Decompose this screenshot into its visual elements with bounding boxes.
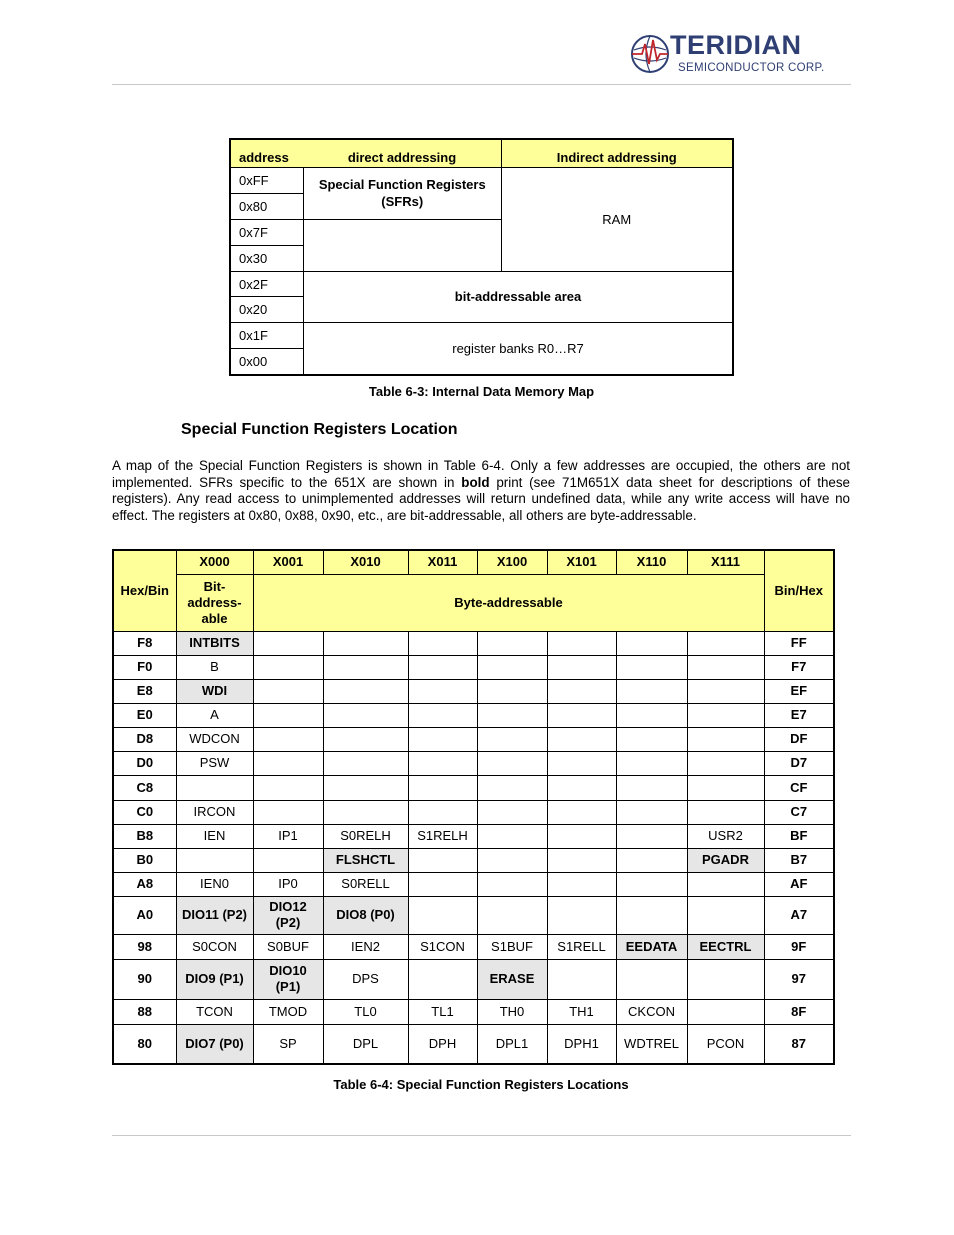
memory-map-row xyxy=(230,271,733,297)
sfr-row xyxy=(113,655,834,679)
sfr-cell xyxy=(253,775,323,800)
sfr-cell xyxy=(687,959,764,999)
sfr-cell xyxy=(616,824,687,848)
sfr-cell xyxy=(408,775,477,800)
row-bin-address: E7 xyxy=(764,703,834,727)
row-bin-address: C7 xyxy=(764,800,834,824)
sfr-cell xyxy=(176,775,253,800)
sfr-row xyxy=(113,999,834,1024)
sfr-row xyxy=(113,800,834,824)
row-bin-address: A7 xyxy=(764,896,834,934)
sfr-cell xyxy=(616,703,687,727)
sfr-cell: INTBITS xyxy=(176,631,253,655)
sfr-cell xyxy=(547,751,616,775)
column-header: X001 xyxy=(253,550,323,574)
sfr-row xyxy=(113,896,834,934)
sfr-cell xyxy=(616,872,687,896)
sfr-cell: WDCON xyxy=(176,727,253,751)
row-hex-address: D0 xyxy=(113,751,176,775)
sfr-locations-table xyxy=(112,549,835,1065)
sfr-cell xyxy=(547,848,616,872)
sfr-cell: FLSHCTL xyxy=(323,848,408,872)
sfr-cell xyxy=(408,848,477,872)
sfr-cell: IP0 xyxy=(253,872,323,896)
row-hex-address: 90 xyxy=(113,959,176,999)
sfr-cell xyxy=(547,631,616,655)
sfr-cell xyxy=(323,775,408,800)
sfr-cell: S0RELL xyxy=(323,872,408,896)
sfr-cell: TL1 xyxy=(408,999,477,1024)
sfr-cell: TCON xyxy=(176,999,253,1024)
sfr-cell: DPH1 xyxy=(547,1024,616,1064)
sfr-cell: CKCON xyxy=(616,999,687,1024)
sfr-cell xyxy=(253,727,323,751)
sfr-cell xyxy=(477,800,547,824)
sfr-cell xyxy=(477,751,547,775)
row-bin-address: CF xyxy=(764,775,834,800)
sfr-cell xyxy=(477,631,547,655)
memory-map-row xyxy=(230,168,733,194)
row-hex-address: 80 xyxy=(113,1024,176,1064)
sfr-cell xyxy=(616,655,687,679)
sfr-cell: DPL xyxy=(323,1024,408,1064)
sfr-cell: TMOD xyxy=(253,999,323,1024)
sfr-cell xyxy=(687,703,764,727)
address-cell: 0x1F xyxy=(230,323,304,349)
sfr-cell: WDTREL xyxy=(616,1024,687,1064)
sfr-cell: TH1 xyxy=(547,999,616,1024)
sfr-cell xyxy=(253,751,323,775)
sfr-cell xyxy=(477,896,547,934)
sfr-row xyxy=(113,848,834,872)
sfr-row xyxy=(113,631,834,655)
sfr-cell xyxy=(408,800,477,824)
sfr-cell xyxy=(687,655,764,679)
company-logo xyxy=(630,32,830,80)
sfr-cell: S0BUF xyxy=(253,934,323,959)
sfr-cell: DIO8 (P0) xyxy=(323,896,408,934)
sfr-cell xyxy=(477,679,547,703)
logo-name: TERIDIAN xyxy=(670,30,802,60)
address-cell: 0x7F xyxy=(230,219,304,245)
column-header: X011 xyxy=(408,550,477,574)
row-hex-address: 98 xyxy=(113,934,176,959)
address-cell: 0xFF xyxy=(230,168,304,194)
sfr-cell: DIO11 (P2) xyxy=(176,896,253,934)
sfr-table-header xyxy=(113,550,834,631)
sfr-cell xyxy=(547,679,616,703)
sfr-cell xyxy=(408,872,477,896)
sfr-table-body xyxy=(113,631,834,1064)
row-hex-address: A8 xyxy=(113,872,176,896)
header-rule xyxy=(112,84,851,85)
sfr-cell xyxy=(477,848,547,872)
sfr-cell xyxy=(477,872,547,896)
sfr-cell: S1BUF xyxy=(477,934,547,959)
address-cell: 0x2F xyxy=(230,271,304,297)
paragraph-bold-word: bold xyxy=(461,474,490,490)
sfr-cell: IRCON xyxy=(176,800,253,824)
row-hex-address: E8 xyxy=(113,679,176,703)
indirect-addressing-header: Indirect addressing xyxy=(501,139,733,168)
sfr-row xyxy=(113,1024,834,1064)
sfr-cell: PGADR xyxy=(687,848,764,872)
address-header: address xyxy=(230,139,304,168)
sfr-cell: TL0 xyxy=(323,999,408,1024)
sfr-cell xyxy=(547,872,616,896)
column-header-row xyxy=(113,550,834,574)
sfr-cell xyxy=(477,824,547,848)
sfr-cell: EECTRL xyxy=(687,934,764,959)
sfr-cell: IEN2 xyxy=(323,934,408,959)
sfr-cell xyxy=(687,775,764,800)
sfr-cell xyxy=(253,800,323,824)
sfr-cell xyxy=(547,727,616,751)
sfr-cell xyxy=(687,631,764,655)
sfr-table-caption: Table 6-4: Special Function Registers Locations xyxy=(333,1077,629,1092)
sfr-cell: IEN xyxy=(176,824,253,848)
sfr-cell xyxy=(616,800,687,824)
logo-subtitle: SEMICONDUCTOR CORP. xyxy=(678,62,825,74)
sfr-cell xyxy=(687,999,764,1024)
sfr-cell: PSW xyxy=(176,751,253,775)
row-hex-address: F0 xyxy=(113,655,176,679)
row-bin-address: F7 xyxy=(764,655,834,679)
sfr-cell: S1RELH xyxy=(408,824,477,848)
sfr-cell xyxy=(323,631,408,655)
sfr-cell: DPS xyxy=(323,959,408,999)
footer-rule xyxy=(112,1135,851,1136)
sfr-row xyxy=(113,934,834,959)
row-bin-address: B7 xyxy=(764,848,834,872)
sfr-cell xyxy=(616,679,687,703)
sfr-cell: DIO12 (P2) xyxy=(253,896,323,934)
row-bin-address: EF xyxy=(764,679,834,703)
sfr-cell xyxy=(547,959,616,999)
row-bin-address: FF xyxy=(764,631,834,655)
sfr-cell xyxy=(687,896,764,934)
sfr-cell xyxy=(408,679,477,703)
binhex-header: Bin/Hex xyxy=(764,550,834,631)
column-header: X010 xyxy=(323,550,408,574)
row-bin-address: DF xyxy=(764,727,834,751)
row-bin-address: 97 xyxy=(764,959,834,999)
sfr-cell xyxy=(408,751,477,775)
section-paragraph xyxy=(112,458,850,524)
paragraph-text: print (see 71M651X data sheet for descriptions of these registers). Any read access to unimplemented addresses will return undefined data, while any write access will have no effect. The registers at 0x80, 0x88, 0x90, etc., are bit-addressable, all others are byte-addressable. xyxy=(112,474,850,523)
row-bin-address: 8F xyxy=(764,999,834,1024)
row-hex-address: F8 xyxy=(113,631,176,655)
row-hex-address: C0 xyxy=(113,800,176,824)
byte-addressable-header: Byte-addressable xyxy=(253,574,764,631)
sfr-cell xyxy=(323,727,408,751)
section-heading: Special Function Registers Location xyxy=(181,421,458,438)
sfr-row xyxy=(113,679,834,703)
sfr-cell xyxy=(408,727,477,751)
sfr-cell: S1RELL xyxy=(547,934,616,959)
memory-map-caption: Table 6-3: Internal Data Memory Map xyxy=(368,384,595,399)
row-hex-address: B0 xyxy=(113,848,176,872)
sfr-cell xyxy=(547,824,616,848)
sfr-region: Special Function Registers (SFRs) xyxy=(304,168,502,220)
sfr-cell xyxy=(616,848,687,872)
sfr-cell xyxy=(323,655,408,679)
sfr-cell: ERASE xyxy=(477,959,547,999)
bit-addressable-header: Bit-address-able xyxy=(176,574,253,631)
column-header: X110 xyxy=(616,550,687,574)
row-bin-address: 87 xyxy=(764,1024,834,1064)
sfr-row xyxy=(113,959,834,999)
sfr-cell xyxy=(408,631,477,655)
sfr-cell xyxy=(616,959,687,999)
sfr-cell xyxy=(477,727,547,751)
sfr-row xyxy=(113,775,834,800)
sfr-cell xyxy=(687,727,764,751)
memory-map-header-row xyxy=(230,139,733,168)
sfr-cell xyxy=(176,848,253,872)
row-hex-address: B8 xyxy=(113,824,176,848)
sfr-cell xyxy=(253,679,323,703)
row-bin-address: AF xyxy=(764,872,834,896)
sfr-cell xyxy=(547,775,616,800)
row-bin-address: 9F xyxy=(764,934,834,959)
direct-addressing-header: direct addressing xyxy=(304,139,502,168)
sfr-cell xyxy=(253,703,323,727)
sfr-cell: SP xyxy=(253,1024,323,1064)
sfr-row xyxy=(113,824,834,848)
sfr-row xyxy=(113,751,834,775)
sfr-cell xyxy=(253,655,323,679)
sfr-cell xyxy=(477,703,547,727)
sfr-cell: WDI xyxy=(176,679,253,703)
row-bin-address: BF xyxy=(764,824,834,848)
sfr-cell xyxy=(323,800,408,824)
sfr-cell xyxy=(408,896,477,934)
sfr-cell xyxy=(687,872,764,896)
sfr-cell xyxy=(687,679,764,703)
sfr-cell: A xyxy=(176,703,253,727)
sfr-cell xyxy=(477,775,547,800)
teridian-globe-icon xyxy=(630,34,670,74)
addressing-type-row xyxy=(113,574,834,631)
internal-data-memory-map-table xyxy=(229,138,734,376)
sfr-cell xyxy=(408,959,477,999)
row-hex-address: E0 xyxy=(113,703,176,727)
row-hex-address: 88 xyxy=(113,999,176,1024)
sfr-cell: PCON xyxy=(687,1024,764,1064)
column-header: X111 xyxy=(687,550,764,574)
sfr-cell xyxy=(323,679,408,703)
address-cell: 0x30 xyxy=(230,245,304,271)
sfr-cell xyxy=(547,896,616,934)
row-bin-address: D7 xyxy=(764,751,834,775)
sfr-cell: DPH xyxy=(408,1024,477,1064)
row-hex-address: D8 xyxy=(113,727,176,751)
sfr-cell xyxy=(616,751,687,775)
sfr-cell: DIO9 (P1) xyxy=(176,959,253,999)
address-cell: 0x00 xyxy=(230,349,304,375)
sfr-cell: B xyxy=(176,655,253,679)
paragraph-text: A map of the Special Function Registers is shown in Table 6-4. Only a few addresses are occupied, the others are not implemented. SFRs specific to the 651X are shown in xyxy=(112,458,850,490)
sfr-cell xyxy=(616,896,687,934)
column-header: X101 xyxy=(547,550,616,574)
direct-ram-region xyxy=(304,219,502,271)
sfr-cell xyxy=(253,848,323,872)
sfr-cell xyxy=(616,775,687,800)
sfr-cell: TH0 xyxy=(477,999,547,1024)
sfr-cell: DPL1 xyxy=(477,1024,547,1064)
sfr-cell xyxy=(616,631,687,655)
sfr-cell xyxy=(616,727,687,751)
sfr-cell xyxy=(323,751,408,775)
sfr-cell xyxy=(323,703,408,727)
sfr-cell xyxy=(687,800,764,824)
sfr-cell: EEDATA xyxy=(616,934,687,959)
sfr-cell xyxy=(477,655,547,679)
address-cell: 0x80 xyxy=(230,193,304,219)
sfr-row xyxy=(113,703,834,727)
sfr-cell xyxy=(547,800,616,824)
bit-addressable-region: bit-addressable area xyxy=(304,271,734,323)
column-header: X100 xyxy=(477,550,547,574)
hexbin-header: Hex/Bin xyxy=(113,550,176,631)
sfr-cell xyxy=(687,751,764,775)
sfr-cell: S0CON xyxy=(176,934,253,959)
sfr-row xyxy=(113,727,834,751)
sfr-cell xyxy=(408,703,477,727)
sfr-cell: S0RELH xyxy=(323,824,408,848)
sfr-cell: IEN0 xyxy=(176,872,253,896)
register-banks-region: register banks R0…R7 xyxy=(304,323,734,375)
sfr-row xyxy=(113,872,834,896)
sfr-cell: USR2 xyxy=(687,824,764,848)
ram-region: RAM xyxy=(501,168,733,272)
column-header: X000 xyxy=(176,550,253,574)
sfr-cell: IP1 xyxy=(253,824,323,848)
row-hex-address: C8 xyxy=(113,775,176,800)
sfr-cell: DIO7 (P0) xyxy=(176,1024,253,1064)
address-cell: 0x20 xyxy=(230,297,304,323)
memory-map-row xyxy=(230,323,733,349)
sfr-cell: DIO10 (P1) xyxy=(253,959,323,999)
sfr-cell: S1CON xyxy=(408,934,477,959)
sfr-cell xyxy=(547,655,616,679)
sfr-cell xyxy=(408,655,477,679)
sfr-cell xyxy=(253,631,323,655)
sfr-cell xyxy=(547,703,616,727)
row-hex-address: A0 xyxy=(113,896,176,934)
